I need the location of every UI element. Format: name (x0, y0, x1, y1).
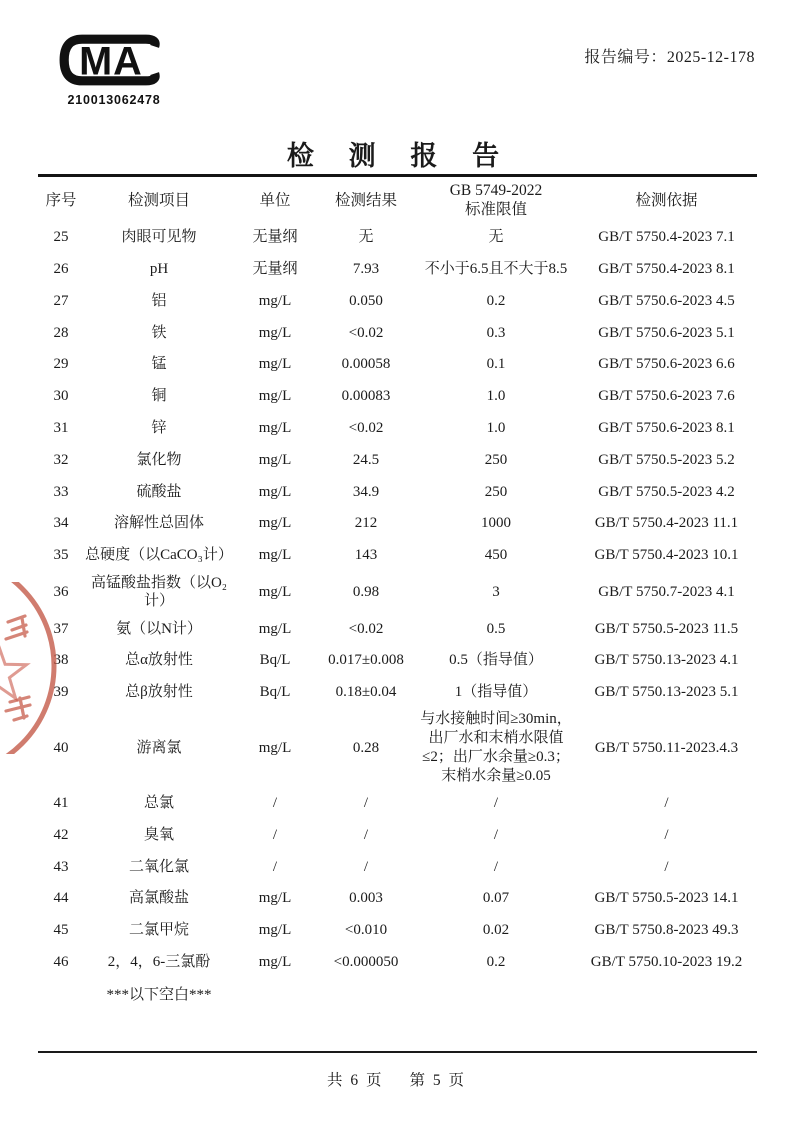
cell-basis: GB/T 5750.5-2023 14.1 (594, 890, 739, 907)
cell-limit: 1.0 (486, 388, 506, 405)
cell-no: 42 (53, 826, 69, 843)
cell-item: 2，4，6-三氯酚 (107, 953, 211, 970)
cell-limit: 0.5（指导值） (449, 652, 543, 669)
report-number-value: 2025-12-178 (666, 49, 755, 66)
cell-item: pH (149, 261, 169, 278)
cell-limit: 0.1 (486, 356, 506, 373)
cell-no: 41 (53, 794, 69, 811)
cell-no: 34 (53, 515, 69, 532)
page-title: 检 测 报 告 (286, 141, 507, 171)
cell-result: 0.017±0.008 (328, 652, 404, 669)
cell-no: 35 (53, 547, 69, 564)
table-row (38, 349, 757, 381)
col-header-no: 序号 (45, 191, 77, 209)
cell-limit: / (493, 858, 499, 875)
cell-unit: 无量纲 (252, 261, 298, 278)
cell-limit: 250 (484, 483, 508, 500)
cell-no: 39 (53, 684, 69, 701)
cell-no: 36 (53, 583, 69, 600)
table-row (38, 613, 757, 645)
cell-result: 0.18±0.04 (335, 684, 397, 701)
cell-basis: GB/T 5750.6-2023 6.6 (598, 356, 735, 373)
cell-unit: mg/L (258, 292, 292, 309)
cell-limit: 不小于6.5且不大于8.5 (424, 261, 568, 278)
cell-result: / (363, 826, 369, 843)
cell-no: 29 (53, 356, 69, 373)
cell-basis: GB/T 5750.7-2023 4.1 (598, 583, 735, 600)
cell-no: 31 (53, 420, 69, 437)
cell-unit: mg/L (258, 739, 292, 756)
table-row (38, 708, 757, 787)
table-row (38, 540, 757, 572)
cell-unit: mg/L (258, 515, 292, 532)
cell-unit: mg/L (258, 356, 292, 373)
table-row (38, 476, 757, 508)
cell-basis: GB/T 5750.6-2023 5.1 (598, 324, 735, 341)
cell-basis: GB/T 5750.5-2023 5.2 (598, 451, 735, 468)
cell-limit: 1（指导值） (454, 684, 538, 701)
cell-limit: 450 (484, 547, 508, 564)
cell-limit: 0.02 (482, 922, 510, 939)
cell-item: 锌 (151, 420, 167, 437)
table-row (38, 677, 757, 709)
cma-logo-icon (55, 30, 173, 90)
table-row (38, 444, 757, 476)
cell-unit: mg/L (258, 583, 292, 600)
col-header-limit (416, 179, 576, 222)
cell-limit: 与水接触时间≥30min，出厂水和末梢水限值≤2；出厂水余量≥0.3；末梢水余量≥0.05 (420, 711, 572, 784)
table-body (38, 222, 757, 978)
cell-limit: 无 (488, 229, 504, 246)
cell-unit: / (272, 794, 278, 811)
cell-unit: mg/L (258, 483, 292, 500)
cell-unit: mg/L (258, 890, 292, 907)
cell-basis: GB/T 5750.6-2023 7.6 (598, 388, 735, 405)
cell-item: 二氧化氯 (128, 858, 189, 875)
cell-unit: mg/L (258, 620, 292, 637)
cell-result: 24.5 (352, 451, 380, 468)
col-header-result: 检测结果 (334, 191, 397, 209)
cell-unit: 无量纲 (252, 229, 298, 246)
svg-text:MA: MA (79, 39, 143, 84)
cell-no: 46 (53, 953, 69, 970)
page-footer (0, 1068, 793, 1090)
cell-limit: 0.07 (482, 890, 510, 907)
cell-result: 7.93 (352, 261, 380, 278)
cell-basis: / (664, 794, 669, 811)
cell-item: 氯化物 (136, 451, 182, 468)
cell-unit: mg/L (258, 388, 292, 405)
current-page: 第 5 页 (409, 1072, 467, 1089)
cell-item: 高氯酸盐 (128, 890, 189, 907)
cell-basis: GB/T 5750.4-2023 8.1 (598, 261, 735, 278)
col-header-basis: 检测依据 (635, 191, 698, 209)
cell-no: 27 (53, 292, 69, 309)
cell-item: 总氯 (143, 794, 174, 811)
cell-limit: 0.5 (486, 620, 506, 637)
cell-item: 二氯甲烷 (128, 922, 189, 939)
cell-result: / (363, 794, 369, 811)
cell-result: 0.00083 (341, 388, 391, 405)
cell-item: 臭氧 (143, 826, 174, 843)
cell-item: 高锰酸盐指数（以O₂计） (90, 574, 228, 610)
cell-limit: 250 (484, 451, 508, 468)
cell-basis: GB/T 5750.11-2023.4.3 (594, 739, 739, 756)
end-note-row (38, 978, 757, 1012)
cell-result: 143 (354, 547, 378, 564)
cell-no: 32 (53, 451, 69, 468)
table-row (38, 787, 757, 819)
cell-unit: Bq/L (259, 684, 291, 701)
cell-no: 43 (53, 858, 69, 875)
cell-result: <0.02 (348, 420, 384, 437)
cell-result: <0.02 (348, 324, 384, 341)
end-note: ***以下空白*** (106, 986, 212, 1003)
cell-unit: mg/L (258, 420, 292, 437)
table-row (38, 285, 757, 317)
cell-no: 40 (53, 739, 69, 756)
table-row (38, 381, 757, 413)
total-pages: 共 6 页 (326, 1072, 384, 1089)
cell-basis: GB/T 5750.13-2023 5.1 (594, 684, 739, 701)
table-row (38, 883, 757, 915)
cell-basis: / (664, 826, 669, 843)
col-header-limit-standard: GB 5749-2022 (449, 182, 543, 199)
cell-item: 铜 (151, 388, 167, 405)
cell-item: 铁 (151, 324, 167, 341)
cell-basis: GB/T 5750.4-2023 11.1 (594, 515, 739, 532)
cell-item: 锰 (151, 356, 167, 373)
cell-result: 0.00058 (341, 356, 391, 373)
cell-no: 28 (53, 324, 69, 341)
cell-no: 37 (53, 620, 69, 637)
cell-unit: Bq/L (259, 652, 291, 669)
table-row (38, 317, 757, 349)
cell-result: 0.28 (352, 739, 380, 756)
cell-basis: / (664, 858, 669, 875)
cell-result: 212 (354, 515, 378, 532)
cell-basis: GB/T 5750.10-2023 19.2 (590, 953, 743, 970)
cell-result: <0.02 (348, 620, 384, 637)
table-row (38, 254, 757, 286)
cell-no: 38 (53, 652, 69, 669)
title-rule (38, 174, 757, 177)
cell-basis: GB/T 5750.13-2023 4.1 (594, 652, 739, 669)
table-row (38, 572, 757, 614)
col-header-item: 检测项目 (127, 191, 190, 209)
cell-item: 总α放射性 (125, 652, 193, 669)
cell-item: 总β放射性 (125, 684, 193, 701)
cell-no: 45 (53, 922, 69, 939)
table-row (38, 915, 757, 947)
cell-basis: GB/T 5750.4-2023 7.1 (598, 229, 735, 246)
cell-unit: / (272, 858, 278, 875)
cell-limit: 1.0 (486, 420, 506, 437)
cell-no: 44 (53, 890, 69, 907)
cell-no: 26 (53, 261, 69, 278)
end-note-no-cell (38, 993, 84, 997)
footer-rule (38, 1051, 757, 1053)
table-row (38, 413, 757, 445)
cell-no: 25 (53, 229, 69, 246)
results-table (38, 179, 757, 1012)
col-header-limit-label: 标准限值 (464, 201, 527, 219)
cell-unit: / (272, 826, 278, 843)
cell-limit: 3 (492, 583, 500, 600)
cell-item: 硫酸盐 (136, 483, 182, 500)
cell-result: 0.003 (349, 890, 383, 907)
table-header-row (38, 179, 757, 222)
cell-item: 铝 (151, 292, 167, 309)
cell-limit: / (493, 794, 499, 811)
cma-number: 210013062478 (67, 93, 161, 107)
table-row (38, 645, 757, 677)
table-row (38, 851, 757, 883)
cell-result: 无 (358, 229, 374, 246)
table-row (38, 508, 757, 540)
cell-limit: 0.2 (486, 292, 506, 309)
cell-result: <0.000050 (333, 953, 399, 970)
col-header-unit: 单位 (259, 191, 291, 209)
cell-result: 34.9 (352, 483, 380, 500)
cell-unit: mg/L (258, 922, 292, 939)
report-number-label: 报告编号： (584, 49, 667, 66)
cell-limit: 0.3 (486, 324, 506, 341)
table-row (38, 946, 757, 978)
cell-item: 肉眼可见物 (121, 229, 197, 246)
cell-result: <0.010 (344, 922, 388, 939)
cell-basis: GB/T 5750.6-2023 4.5 (598, 292, 735, 309)
cell-basis: GB/T 5750.5-2023 11.5 (594, 620, 739, 637)
table-row (38, 222, 757, 254)
cell-unit: mg/L (258, 324, 292, 341)
cell-item: 溶解性总固体 (113, 515, 204, 532)
report-number (584, 44, 755, 67)
cell-result: 0.98 (352, 583, 380, 600)
cell-item: 游离氯 (136, 739, 182, 756)
cell-limit: / (493, 826, 499, 843)
cell-basis: GB/T 5750.8-2023 49.3 (594, 922, 739, 939)
cell-basis: GB/T 5750.5-2023 4.2 (598, 483, 735, 500)
cell-limit: 0.2 (486, 953, 506, 970)
cell-unit: mg/L (258, 451, 292, 468)
table-row (38, 819, 757, 851)
cell-item: 总硬度（以CaCO₃计） (85, 547, 233, 564)
cell-unit: mg/L (258, 953, 292, 970)
cell-unit: mg/L (258, 547, 292, 564)
cell-item: 氨（以N计） (116, 620, 202, 637)
cell-basis: GB/T 5750.6-2023 8.1 (598, 420, 735, 437)
cell-no: 30 (53, 388, 69, 405)
cell-result: 0.050 (349, 292, 383, 309)
cell-no: 33 (53, 483, 69, 500)
cell-limit: 1000 (481, 515, 511, 532)
cell-basis: GB/T 5750.4-2023 10.1 (594, 547, 739, 564)
cell-result: / (363, 858, 369, 875)
cma-mark (54, 30, 174, 107)
